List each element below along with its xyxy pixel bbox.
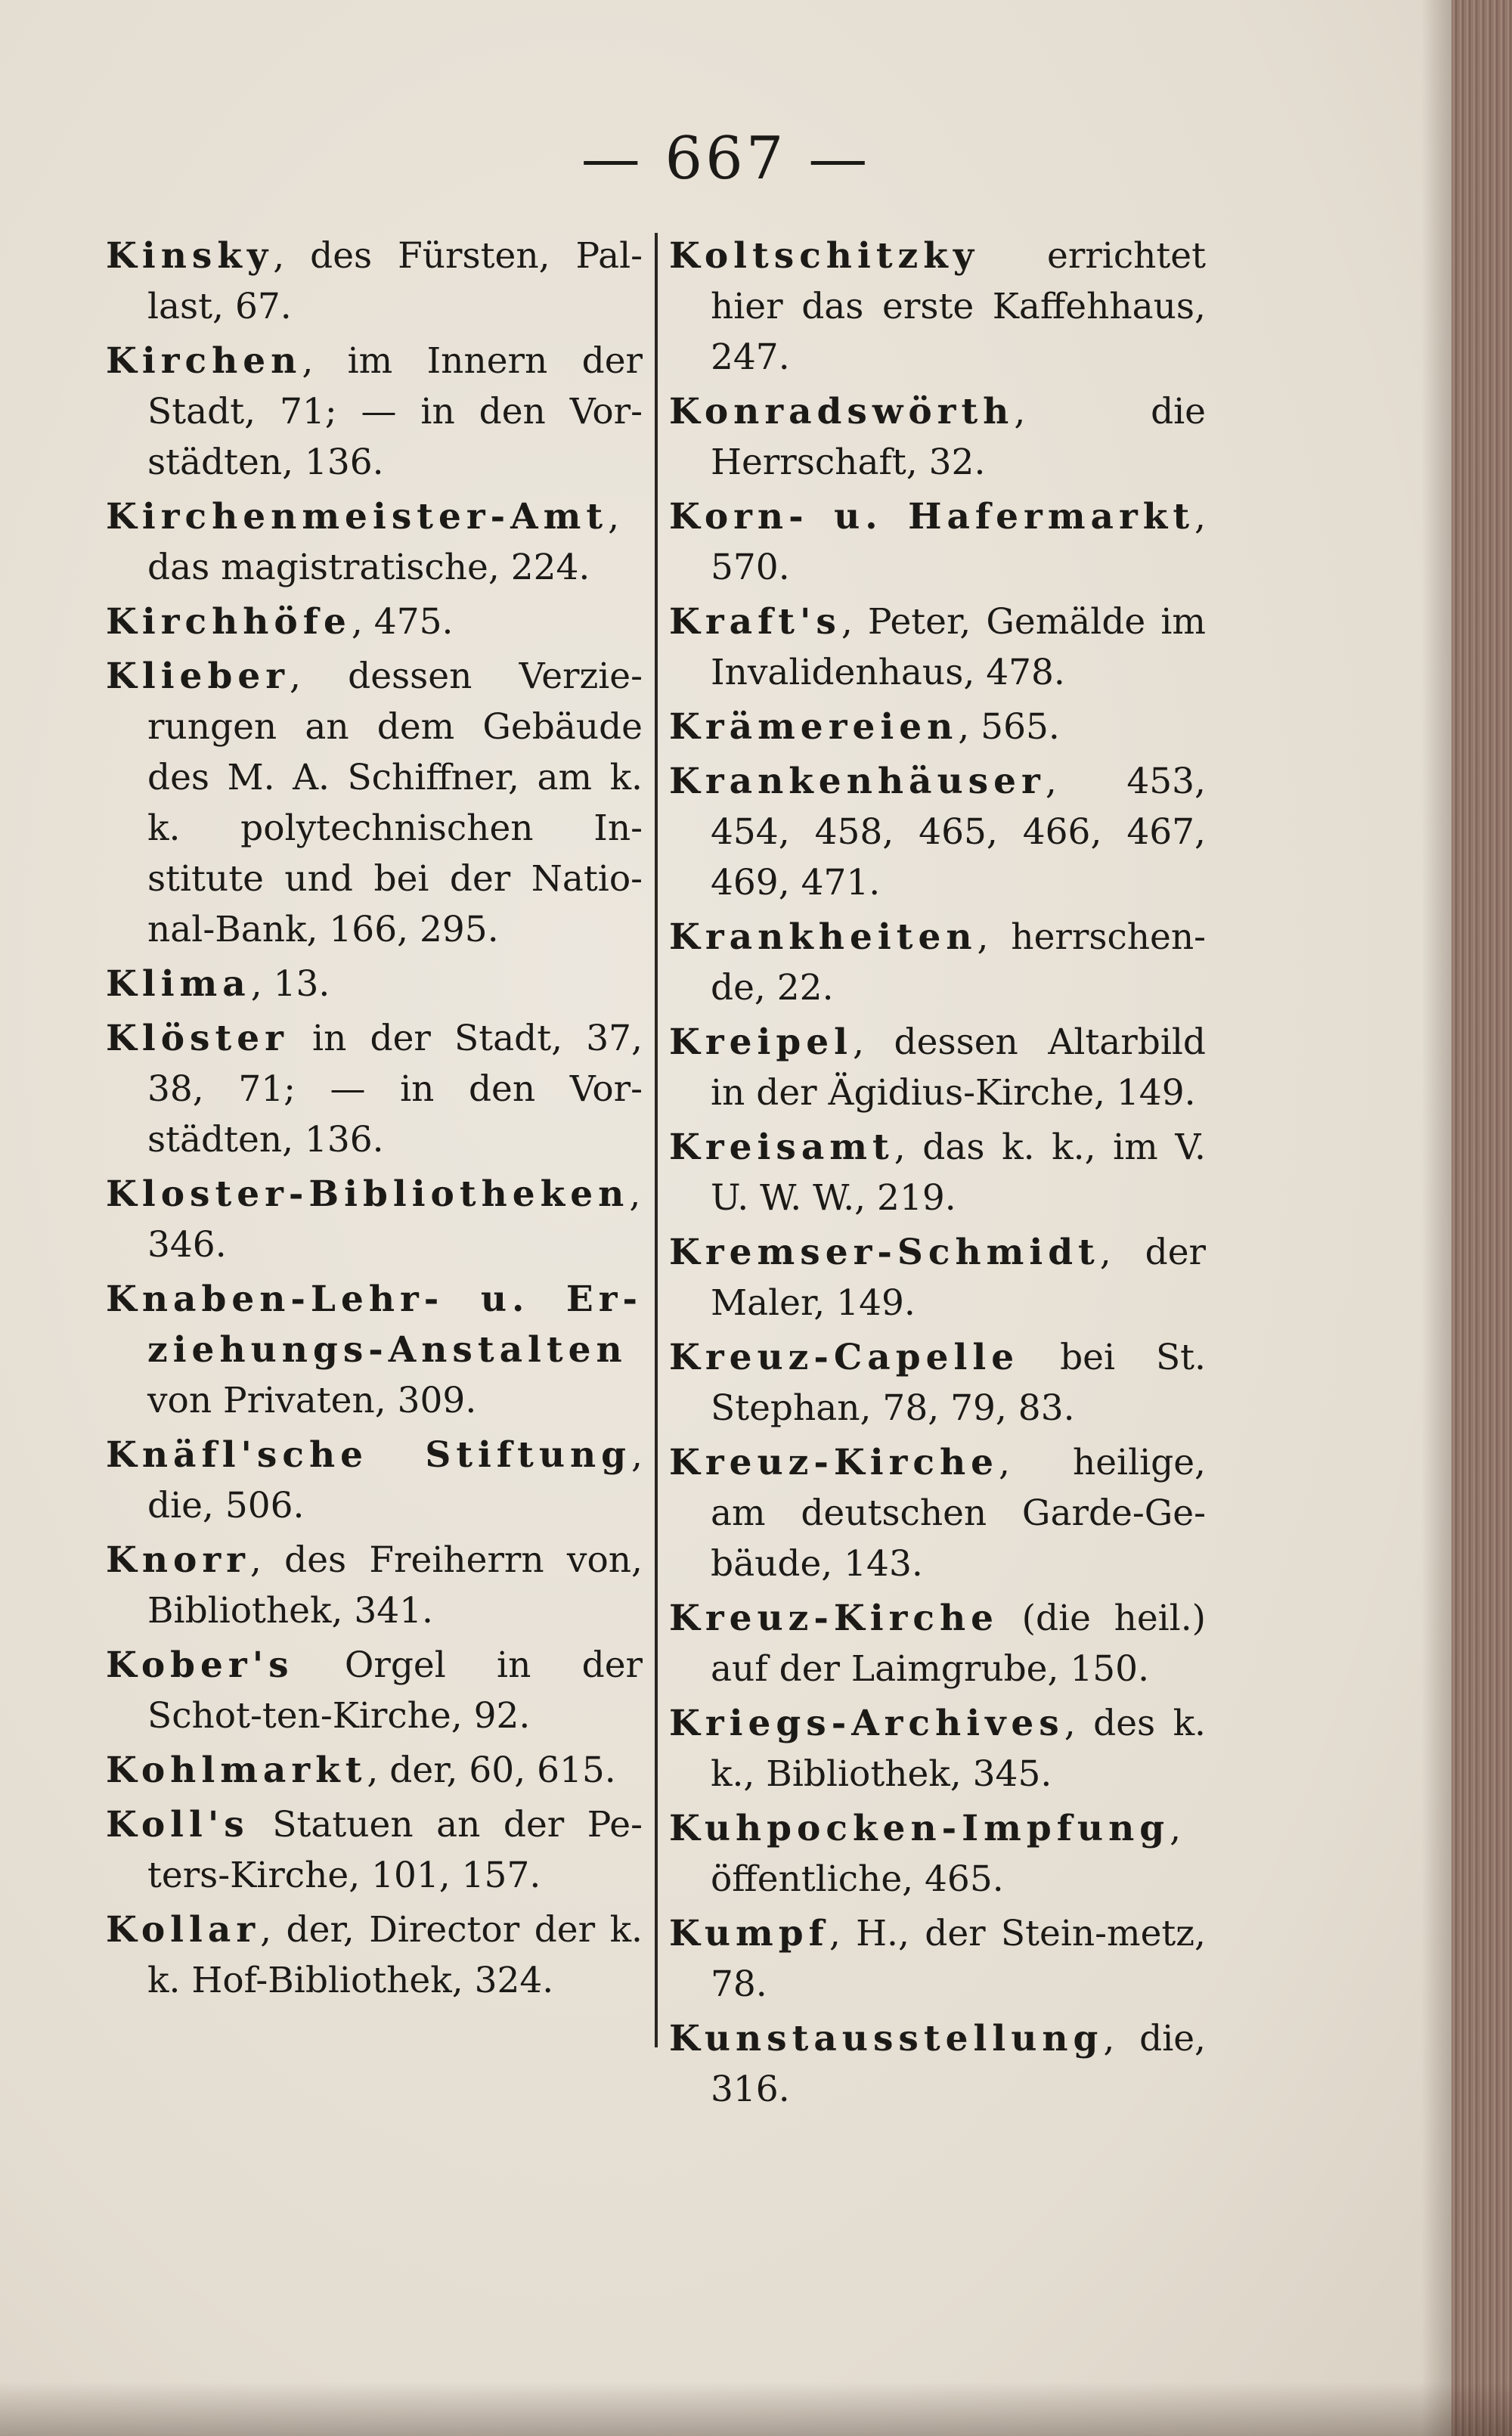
index-entry: Knäfl'sche Stiftung, die, 506.: [106, 1434, 643, 1526]
index-entry: Kreipel, dessen Altarbild in der Ägidius-Kirche, 149.: [669, 1021, 1206, 1114]
index-entry: Kuhpocken-Impfung, öffentliche, 465.: [669, 1808, 1182, 1900]
index-entry: Korn- u. Hafermarkt, 570.: [669, 496, 1206, 588]
index-entry: Kirchhöfe, 475.: [106, 601, 454, 643]
column-divider: [655, 233, 658, 2047]
index-entry: Kober's Orgel in der Schot-ten-Kirche, 92.: [106, 1644, 643, 1737]
index-entry: Kirchenmeister-Amt, das magistratische, 224.: [106, 496, 620, 588]
index-entry: Kreuz-Kirche, heilige, am deutschen Garde-Ge-bäude, 143.: [669, 1442, 1206, 1585]
index-entry: Kreuz-Kirche (die heil.) auf der Laimgrube, 150.: [669, 1598, 1206, 1690]
index-entry: Kunstausstellung, die, 316.: [669, 2018, 1206, 2110]
book-page-edges: [1452, 0, 1512, 2436]
index-entry: Klima, 13.: [106, 963, 330, 1005]
index-entry: Kohlmarkt, der, 60, 615.: [106, 1750, 616, 1791]
index-entry: Kraft's, Peter, Gemälde im Invalidenhaus, 478.: [669, 601, 1206, 693]
page-gutter-shadow: [1421, 0, 1452, 2436]
index-entry: Konradswörth, die Herrschaft, 32.: [669, 391, 1206, 483]
index-entry: Kreisamt, das k. k., im V. U. W. W., 219.: [669, 1127, 1206, 1219]
index-entry: Koll's Statuen an der Pe-ters-Kirche, 101, 157.: [106, 1804, 643, 1896]
index-entry: Kumpf, H., der Stein-metz, 78.: [669, 1913, 1206, 2005]
index-entry: Kollar, der, Director der k. k. Hof-Bibliothek, 324.: [106, 1909, 643, 2001]
page-bottom-shadow: [0, 2382, 1512, 2436]
index-entry: Klieber, dessen Verzie-rungen an dem Gebäude des M. A. Schiffner, am k. k. polytechnischen In-stitute und bei der Natio-nal-Bank, 166, 295.: [106, 655, 643, 950]
index-entry: Kirchen, im Innern der Stadt, 71; — in den Vor-städten, 136.: [106, 340, 643, 483]
index-entry: Kriegs-Archives, des k. k., Bibliothek, 345.: [669, 1703, 1206, 1795]
index-entry: Krankheiten, herrschen-de, 22.: [669, 916, 1206, 1009]
index-column-left: [106, 231, 643, 2010]
index-entry: Krankenhäuser, 453, 454, 458, 465, 466, 467, 469, 471.: [669, 761, 1206, 903]
index-entry: Krämereien, 565.: [669, 706, 1060, 748]
page-number: — 667 —: [581, 125, 871, 193]
index-entry: Knorr, des Freiherrn von, Bibliothek, 341.: [106, 1539, 643, 1632]
index-entry: Knaben-Lehr- u. Er-ziehungs-Anstalten von Privaten, 309.: [106, 1278, 643, 1421]
index-entry: Kinsky, des Fürsten, Pal-last, 67.: [106, 235, 643, 327]
index-entry: Koltschitzky errichtet hier das erste Kaffehhaus, 247.: [669, 235, 1206, 378]
index-entry: Klöster in der Stadt, 37, 38, 71; — in den Vor-städten, 136.: [106, 1018, 643, 1161]
index-entry: Kloster-Bibliotheken, 346.: [106, 1173, 641, 1266]
index-column-right: [669, 231, 1206, 2118]
index-entry: Kremser-Schmidt, der Maler, 149.: [669, 1232, 1206, 1324]
index-entry: Kreuz-Capelle bei St. Stephan, 78, 79, 83.: [669, 1337, 1206, 1429]
